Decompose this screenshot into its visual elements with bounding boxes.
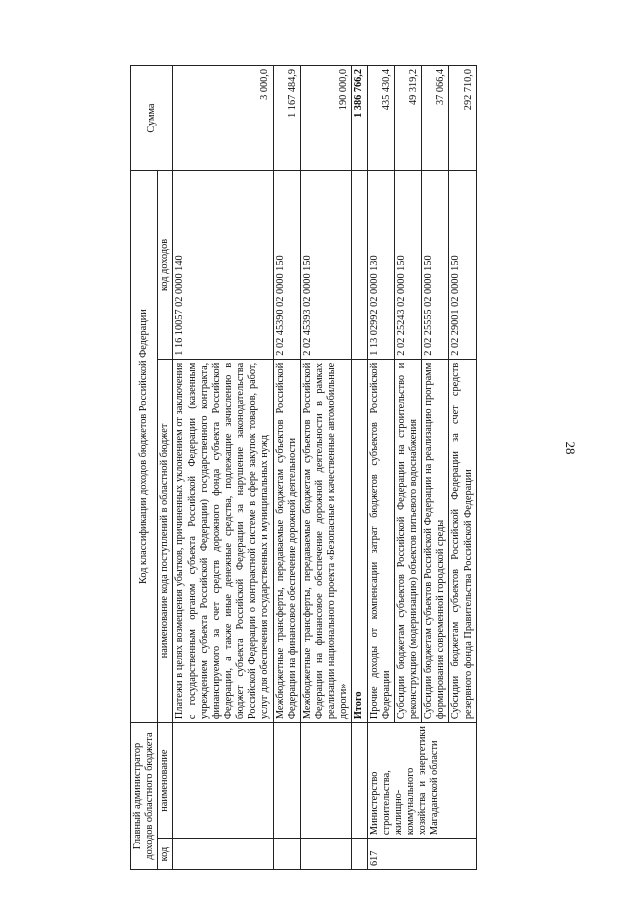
header-admin-code: код xyxy=(158,839,173,870)
admin-code-cell xyxy=(273,839,300,870)
income-name-cell: Субсидии бюджетам субъектов Российской Федерации на реализацию программ формирования современной городской среды xyxy=(422,359,449,722)
income-name-cell: Субсидии бюджетам субъектов Российской Федерации за счет средств резервного фонда Правительства Российской Федерации xyxy=(449,359,476,722)
header-income-name: наименование кода поступлений в областной бюджет xyxy=(158,359,173,722)
income-name-cell: Платежи в целях возмещения убытков, причиненных уклонением от заключения с государственным органом субъекта Российской Федерации (казенным учреждением субъекта Российской Федерации) государственного контракта, финансируемого за счет средств дорожного фонда субъекта Российской Федерации, а также иные денежные средства, подлежащие зачислению в бюджет субъекта Российской Федерации за нарушение законодательства Российской Федерации о контрактной системе в сфере закупок товаров, работ, услуг для обеспечения государственных и муниципальных нужд xyxy=(173,359,273,722)
income-name-cell: Межбюджетные трансферты, передаваемые бюджетам субъектов Российской Федерации на финансовое обеспечение дорожной деятельности в рамках реализации национального проекта «Безопасные и качественные автомобильные дороги» xyxy=(300,359,352,722)
sum-cell: 435 430,4 xyxy=(367,66,394,171)
total-sum: 1 386 766,2 xyxy=(352,66,367,171)
header-admin-name: наименование xyxy=(158,723,173,839)
income-code-cell: 2 02 45393 02 0000 150 xyxy=(300,171,352,360)
income-name-cell: Субсидии бюджетам субъектов Российской Федерации на строительство и реконструкцию (модернизацию) объектов питьевого водоснабжения xyxy=(394,359,421,722)
header-income-code: код доходов xyxy=(158,171,173,360)
total-label: Итого xyxy=(352,359,367,722)
rotated-table-wrapper xyxy=(130,65,590,870)
income-code-cell: 2 02 45390 02 0000 150 xyxy=(273,171,300,360)
sum-cell: 190 000,0 xyxy=(300,66,352,171)
ministry-code-cell: 617 xyxy=(367,839,476,870)
admin-name-cell xyxy=(173,723,273,839)
admin-name-cell xyxy=(273,723,300,839)
income-table xyxy=(130,65,477,870)
income-code-cell: 2 02 25243 02 0000 150 xyxy=(394,171,421,360)
income-name-cell: Прочие доходы от компенсации затрат бюджетов субъектов Российской Федерации xyxy=(367,359,394,722)
sum-cell: 49 319,2 xyxy=(394,66,421,171)
header-admin-group: Главный администратор доходов областного бюджета xyxy=(131,723,158,870)
total-row xyxy=(352,66,367,870)
table-row xyxy=(273,66,300,870)
admin-code-cell xyxy=(300,839,352,870)
sum-cell: 37 066,4 xyxy=(422,66,449,171)
sum-cell: 292 710,0 xyxy=(449,66,476,171)
income-code-cell: 1 16 10057 02 0000 140 xyxy=(173,171,273,360)
ministry-name-cell: Министерство строительства, жилищно-коммунального хозяйства и энергетики Магаданской области xyxy=(367,723,476,839)
sum-cell: 3 000,0 xyxy=(173,66,273,171)
admin-name-cell xyxy=(300,723,352,839)
table-row xyxy=(300,66,352,870)
table-row xyxy=(367,66,394,870)
table-row xyxy=(173,66,273,870)
income-name-cell: Межбюджетные трансферты, передаваемые бюджетам субъектов Российской Федерации на финансовое обеспечение дорожной деятельности xyxy=(273,359,300,722)
admin-code-cell xyxy=(173,839,273,870)
income-code-cell: 1 13 02992 02 0000 130 xyxy=(367,171,394,360)
income-code-cell: 2 02 25555 02 0000 150 xyxy=(422,171,449,360)
header-class-group: Код классификации доходов бюджетов Российской Федерации xyxy=(131,171,158,723)
header-sum: Сумма xyxy=(131,66,173,171)
income-code-cell: 2 02 29001 02 0000 150 xyxy=(449,171,476,360)
page-number: 28 xyxy=(563,441,578,455)
sum-cell: 1 167 484,9 xyxy=(273,66,300,171)
